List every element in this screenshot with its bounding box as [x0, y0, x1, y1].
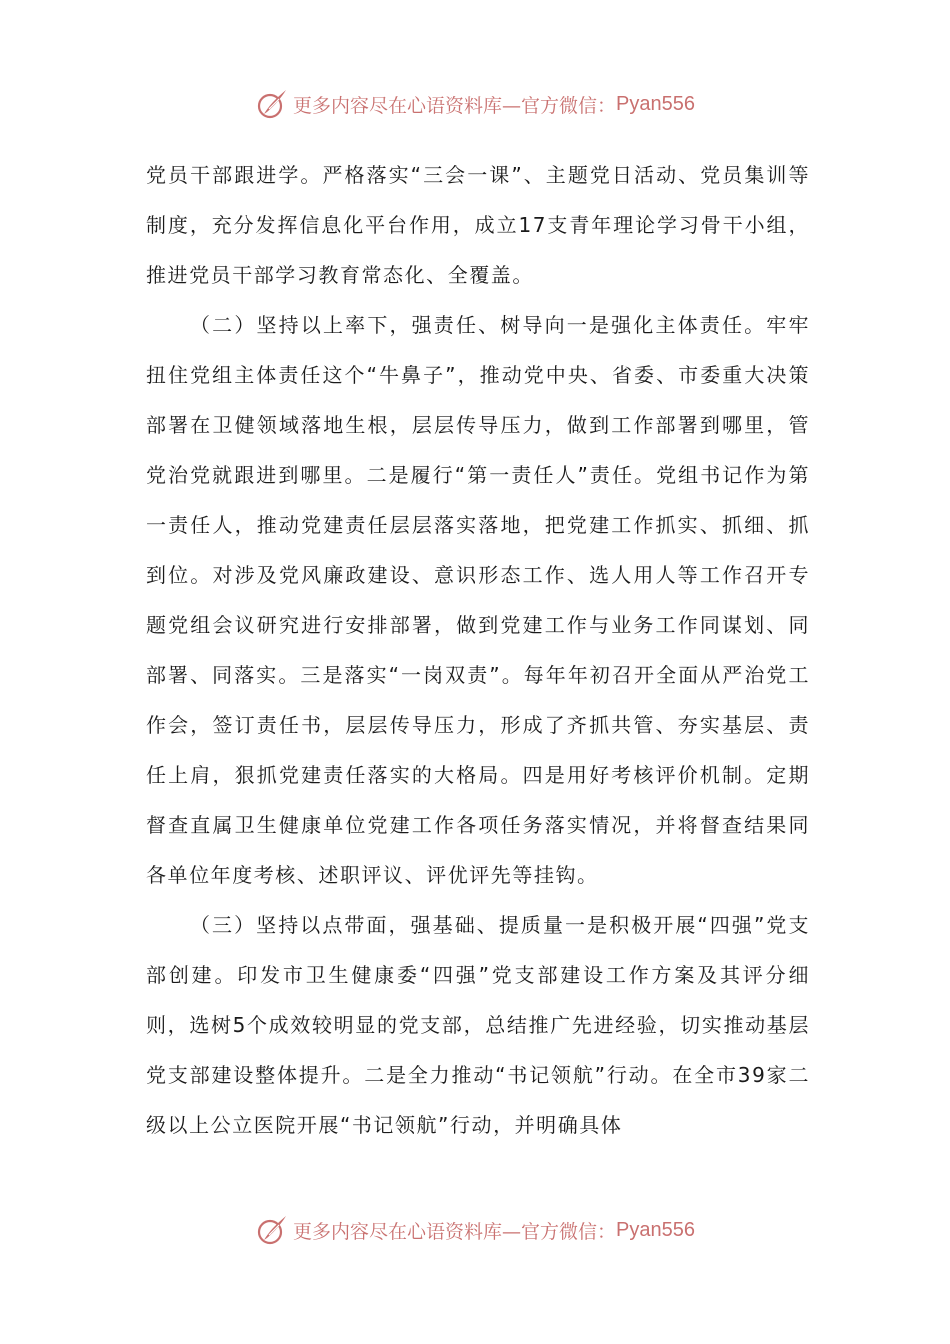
watermark-text: 更多内容尽在心语资料库—官方微信：: [293, 94, 617, 117]
paragraph-2: （二）坚持以上率下，强责任、树导向一是强化主体责任。牢牢扭住党组主体责任这个“牛鼻子”，推动党中央、省委、市委重大决策部署在卫健领域落地生根，层层传导压力，做到工作部署到哪里，管党治党就跟进到哪里。二是履行“第一责任人”责任。党组书记作为第一责任人，推动党建责任层层落实落地，把党建工作抓实、抓细、抓到位。对涉及党风廉政建设、意识形态工作、选人用人等工作召开专题党组会议研究进行安排部署，做到党建工作与业务工作同谋划、同部署、同落实。三是落实“一岗双责”。每年年初召开全面从严治党工作会，签订责任书，层层传导压力，形成了齐抓共管、夯实基层、责任上肩，狠抓党建责任落实的大格局。四是用好考核评价机制。定期督查直属卫生健康单位党建工作各项任务落实情况，并将督查结果同各单位年度考核、述职评议、评优评先等挂钩。: [146, 313, 810, 887]
watermark-footer: [0, 1210, 950, 1250]
watermark-text: 更多内容尽在心语资料库—官方微信：: [293, 1220, 617, 1243]
quill-logo-icon: [255, 1213, 289, 1247]
watermark-handle: Pyan556: [616, 1218, 695, 1241]
watermark-header: [0, 84, 950, 124]
paragraph-3: （三）坚持以点带面，强基础、提质量一是积极开展“四强”党支部创建。印发市卫生健康委“四强”党支部建设工作方案及其评分细则，选树5个成效较明显的党支部，总结推广先进经验，切实推动基层党支部建设整体提升。二是全力推动“书记领航”行动。在全市39家二级以上公立医院开展“书记领航”行动，并明确具体: [146, 913, 810, 1137]
quill-logo-icon: [255, 87, 289, 121]
paragraph-1: 党员干部跟进学。严格落实“三会一课”、主题党日活动、党员集训等制度，充分发挥信息化平台作用，成立17支青年理论学习骨干小组，推进党员干部学习教育常态化、全覆盖。: [146, 163, 810, 287]
watermark-handle: Pyan556: [616, 92, 695, 115]
document-body: [146, 150, 810, 1150]
